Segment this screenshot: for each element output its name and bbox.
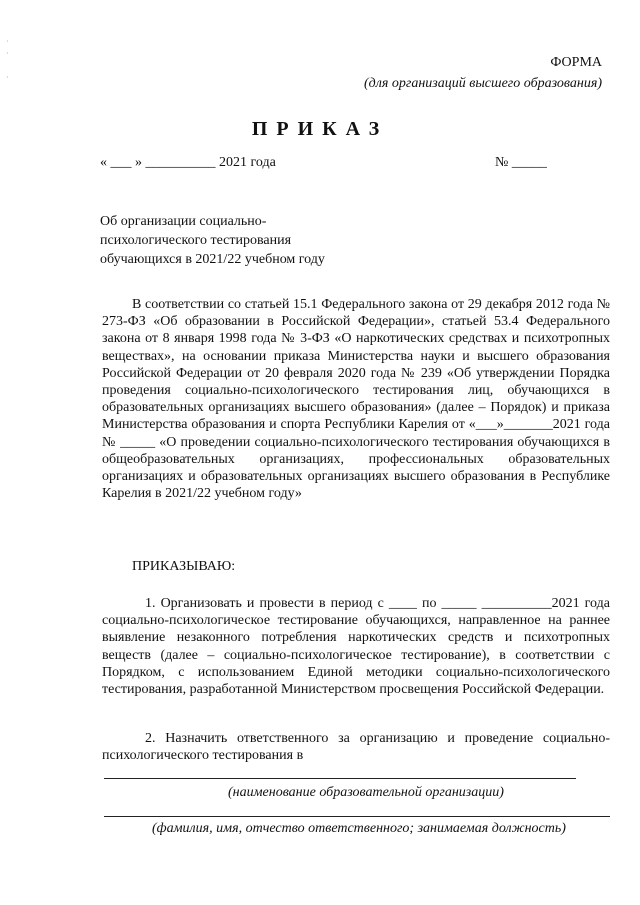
subject-line: Об организации социально- [100,214,267,229]
subject-line: обучающихся в 2021/22 учебном году [100,252,325,267]
org-name-line [104,778,576,779]
order-subject [100,212,400,269]
form-note: (для организаций высшего образования) [364,76,602,91]
preamble-paragraph: В соответствии со статьей 15.1 Федерального закона от 29 декабря 2012 года № 273-ФЗ «Об образовании в Российской Федерации», статьей 53.4 Федерального закона от 8 января 1998 года № 3-ФЗ «О наркотических средствах и психотропных веществах», на основании приказа Министерства науки и высшего образования Российской Федерации от 20 февраля 2020 года № 239 «Об утверждении Порядка проведения социально-психологического тестирования лиц, обучающихся в образовательных организациях высшего образования» (далее – Порядок) и приказа Министерства образования и спорта Республики Карелия от «___»_______2021 года № _____ «О проведении социально-психологического тестирования обучающихся в общеобразовательных организациях, профессиональных образовательных организациях и образовательных организациях высшего образования в Республике Карелия в 2021/22 учебном году» [102,297,610,502]
responsible-line [104,816,610,817]
subject-line: психологического тестирования [100,233,292,248]
order-item: 1. Организовать и провести в период с ____ по _____ __________2021 года социально-психологическое тестирование обучающихся, направленное на раннее выявление незаконного потребления наркотических средств и психотропных веществ (далее – социально-психологическое тестирование), в соответствии с Порядком, с использованием Единой методики социально-психологического тестирования, разработанной Министерством просвещения Российской Федерации. [102,596,610,698]
order-word: ПРИКАЗЫВАЮ: [132,559,236,574]
order-number: № _____ [495,155,547,170]
order-date: « ___ » __________ 2021 года [100,155,276,170]
document-title: ПРИКАЗ [251,118,389,140]
form-label: ФОРМА [550,55,602,70]
scan-margin-marks: · · · [6,37,9,82]
org-name-caption: (наименование образовательной организации) [228,785,504,800]
responsible-caption: (фамилия, имя, отчество ответственного; занимаемая должность) [152,821,566,836]
order-item: 2. Назначить ответственного за организацию и проведение социально-психологического тестирования в [102,731,610,764]
